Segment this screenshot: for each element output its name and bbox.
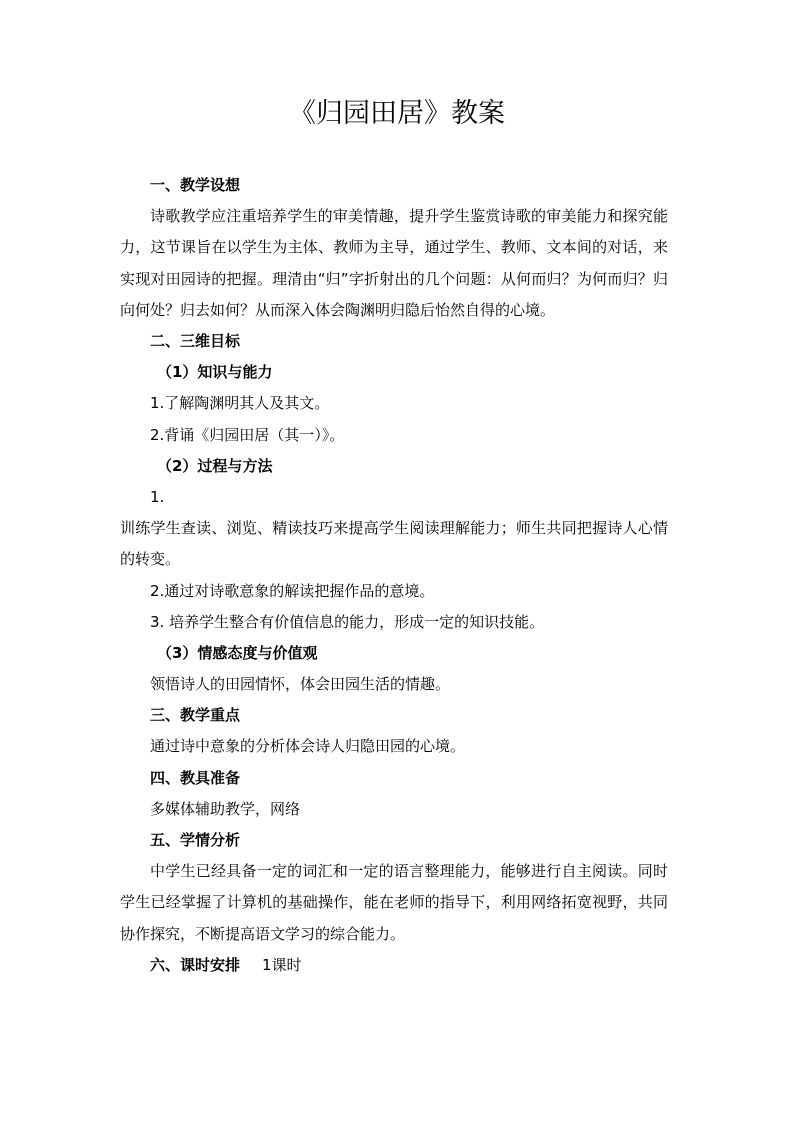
paragraph-teaching-aids: 多媒体辅助教学，网络 <box>150 799 301 818</box>
list-item-number: 1. <box>150 487 165 506</box>
paragraph-learning-analysis: 中学生已经具备一定的词汇和一定的语言整理能力，能够进行自主阅读。同时学生已经掌握了计算机的基础操作，能在老师的指导下，利用网络拓宽视野，共同协作探究，不断提高语文学习的综合能力。 <box>120 862 668 943</box>
subheading-emotion-attitude-values: （3）情感态度与价值观 <box>157 643 318 662</box>
section-heading-learning-analysis: 五、学情分析 <box>150 831 241 850</box>
document-title: 《归园田居》教案 <box>289 98 505 129</box>
class-schedule-label: 六、课时安排 <box>150 955 241 974</box>
class-schedule-value: 1课时 <box>262 955 302 974</box>
paragraph-teaching-focus: 通过诗中意象的分析体会诗人归隐田园的心境。 <box>150 737 466 756</box>
paragraph-teaching-concept: 诗歌教学应注重培养学生的审美情趣，提升学生鉴赏诗歌的审美能力和探究能力，这节课旨在以学生为主体、教师为主导，通过学生、教师、文本间的对话，来实现对田园诗的把握。理清由“归”字折射出的几个问题：从何而归？为何而归？归向何处？归去如何？从而深入体会陶渊明归隐后怡然自得的心境。 <box>120 207 668 319</box>
paragraph-emotion: 领悟诗人的田园情怀，体会田园生活的情趣。 <box>150 675 451 694</box>
section-heading-teaching-concept: 一、教学设想 <box>150 176 241 194</box>
section-heading-class-schedule <box>120 950 668 981</box>
subheading-process-method: （2）过程与方法 <box>157 456 273 475</box>
list-item: 3. 培养学生整合有价值信息的能力，形成一定的知识技能。 <box>150 612 545 631</box>
list-item: 2.背诵《归园田居（其一）》。 <box>150 425 345 444</box>
list-item: 1.了解陶渊明其人及其文。 <box>150 394 330 413</box>
section-heading-three-dimensional-goals: 二、三维目标 <box>150 332 241 350</box>
list-item-text: 训练学生查读、浏览、精读技巧来提高学生阅读理解能力；师生共同把握诗人心情的转变。 <box>120 519 668 569</box>
section-heading-teaching-focus: 三、教学重点 <box>150 706 241 725</box>
section-heading-teaching-aids: 四、教具准备 <box>150 768 241 787</box>
subheading-knowledge-ability: （1）知识与能力 <box>157 363 273 382</box>
document-body <box>120 170 668 981</box>
list-item: 2.通过对诗歌意象的解读把握作品的意境。 <box>150 581 435 600</box>
